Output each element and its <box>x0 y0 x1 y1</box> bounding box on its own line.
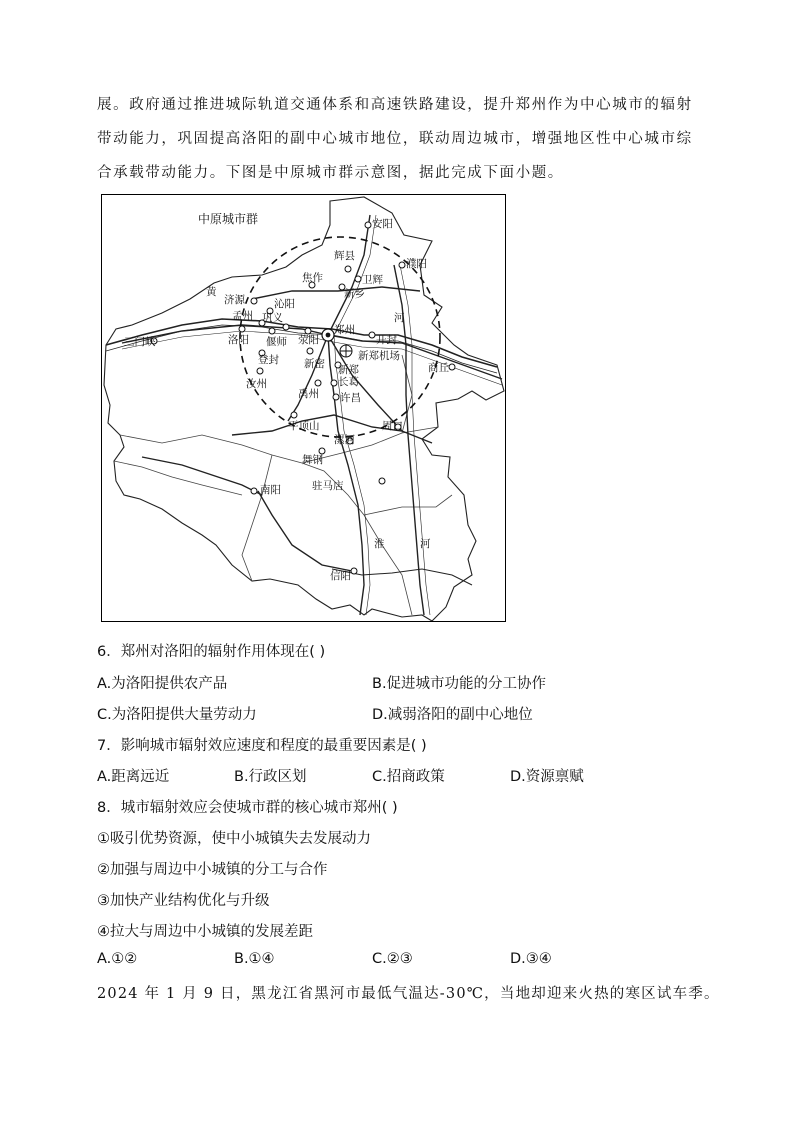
q8-option-d: D.③④ <box>510 951 552 967</box>
city-xinmi: 新密 <box>304 358 325 370</box>
city-xuchang: 许昌 <box>340 392 361 404</box>
q6-option-d: D.减弱洛阳的副中心地位 <box>372 707 533 723</box>
city-nanyang: 南阳 <box>260 484 281 496</box>
q7-option-b: B.行政区划 <box>234 769 307 785</box>
river-label-he-2: 河 <box>420 538 431 550</box>
q8-statement-3: ③加快产业结构优化与升级 <box>97 893 270 909</box>
city-mengzhou: 孟州 <box>232 310 253 322</box>
q6-option-c: C.为洛阳提供大量劳动力 <box>97 707 257 723</box>
river-label-he: 河 <box>394 312 405 324</box>
province-outline <box>104 197 504 621</box>
city-zhumadian: 驻马店 <box>312 480 344 492</box>
q6-stem: 6．郑州对洛阳的辐射作用体现在( ) <box>97 644 326 660</box>
city-qinyang: 沁阳 <box>274 298 295 310</box>
city-xinxiang: 新乡 <box>344 288 365 300</box>
q8-option-c: C.②③ <box>372 951 413 967</box>
q7-option-d: D.资源禀赋 <box>510 769 584 785</box>
q8-statement-1: ①吸引优势资源，使中小城镇失去发展动力 <box>97 831 371 847</box>
q8-option-b: B.①④ <box>234 951 275 967</box>
q8-statement-2: ②加强与周边中小城镇的分工与合作 <box>97 862 328 878</box>
intro-line-3: 合承载带动能力。下图是中原城市群示意图，据此完成下面小题。 <box>97 165 564 181</box>
river-label-huang: 黄 <box>206 286 217 298</box>
city-pingdingshan: 平顶山 <box>288 420 320 432</box>
map-title: 中原城市群 <box>198 212 259 226</box>
city-xingyang: 荥阳 <box>298 334 319 346</box>
city-puyang: 濮阳 <box>406 258 427 270</box>
city-yuzhou: 禹州 <box>298 388 319 400</box>
city-shangqiu: 商丘 <box>428 362 449 374</box>
city-sanmenxia: 三门峡 <box>124 336 156 348</box>
map-svg <box>102 195 505 621</box>
city-jiyuan: 济源 <box>224 294 245 306</box>
intro-line-2: 带动能力，巩固提高洛阳的副中心城市地位，联动周边城市，增强地区性中心城市综 <box>97 131 693 147</box>
city-kaifeng: 开封 <box>376 334 397 346</box>
city-jiaozuo: 焦作 <box>302 272 323 284</box>
q8-option-a: A.①② <box>97 951 138 967</box>
city-zhengzhou: 郑州 <box>334 324 355 336</box>
city-luohe: 漯河 <box>334 434 355 446</box>
city-xinyang: 信阳 <box>330 570 351 582</box>
city-changge: 长葛 <box>338 376 359 388</box>
city-anyang: 安阳 <box>372 218 393 230</box>
q8-stem: 8．城市辐射效应会使城市群的核心城市郑州( ) <box>97 800 398 816</box>
city-wugang: 舞钢 <box>302 454 323 466</box>
q7-stem: 7．影响城市辐射效应速度和程度的最重要因素是( ) <box>97 738 427 754</box>
q8-statement-4: ④拉大与周边中小城镇的发展差距 <box>97 924 313 940</box>
city-huixian: 辉县 <box>334 250 355 262</box>
central-plains-city-cluster-map <box>101 194 506 622</box>
city-luoyang: 洛阳 <box>228 334 249 346</box>
intro-line-1: 展。政府通过推进城际轨道交通体系和高速铁路建设，提升郑州作为中心城市的辐射 <box>97 97 693 113</box>
city-yanshi: 偃师 <box>266 336 287 348</box>
q7-option-c: C.招商政策 <box>372 769 445 785</box>
intro-paragraph <box>97 88 707 190</box>
city-gongyi: 巩义 <box>262 312 283 324</box>
q7-option-a: A.距离远近 <box>97 769 170 785</box>
city-airport: 新郑机场 <box>358 350 400 362</box>
city-zhoukou: 周口 <box>382 420 403 432</box>
q6-option-a: A.为洛阳提供农产品 <box>97 676 228 692</box>
closing-paragraph: 2024 年 1 月 9 日，黑龙江省黑河市最低气温达-30℃，当地却迎来火热的寒区试车季。 <box>97 986 720 1002</box>
city-weihui: 卫辉 <box>362 274 383 286</box>
q6-option-b: B.促进城市功能的分工协作 <box>372 676 547 692</box>
city-ruzhou: 汝州 <box>246 378 267 390</box>
river-label-huai: 淮 <box>374 538 385 550</box>
city-xinzheng: 新郑 <box>338 364 359 376</box>
airport-icon <box>340 345 352 357</box>
city-dengfeng: 登封 <box>258 354 279 366</box>
